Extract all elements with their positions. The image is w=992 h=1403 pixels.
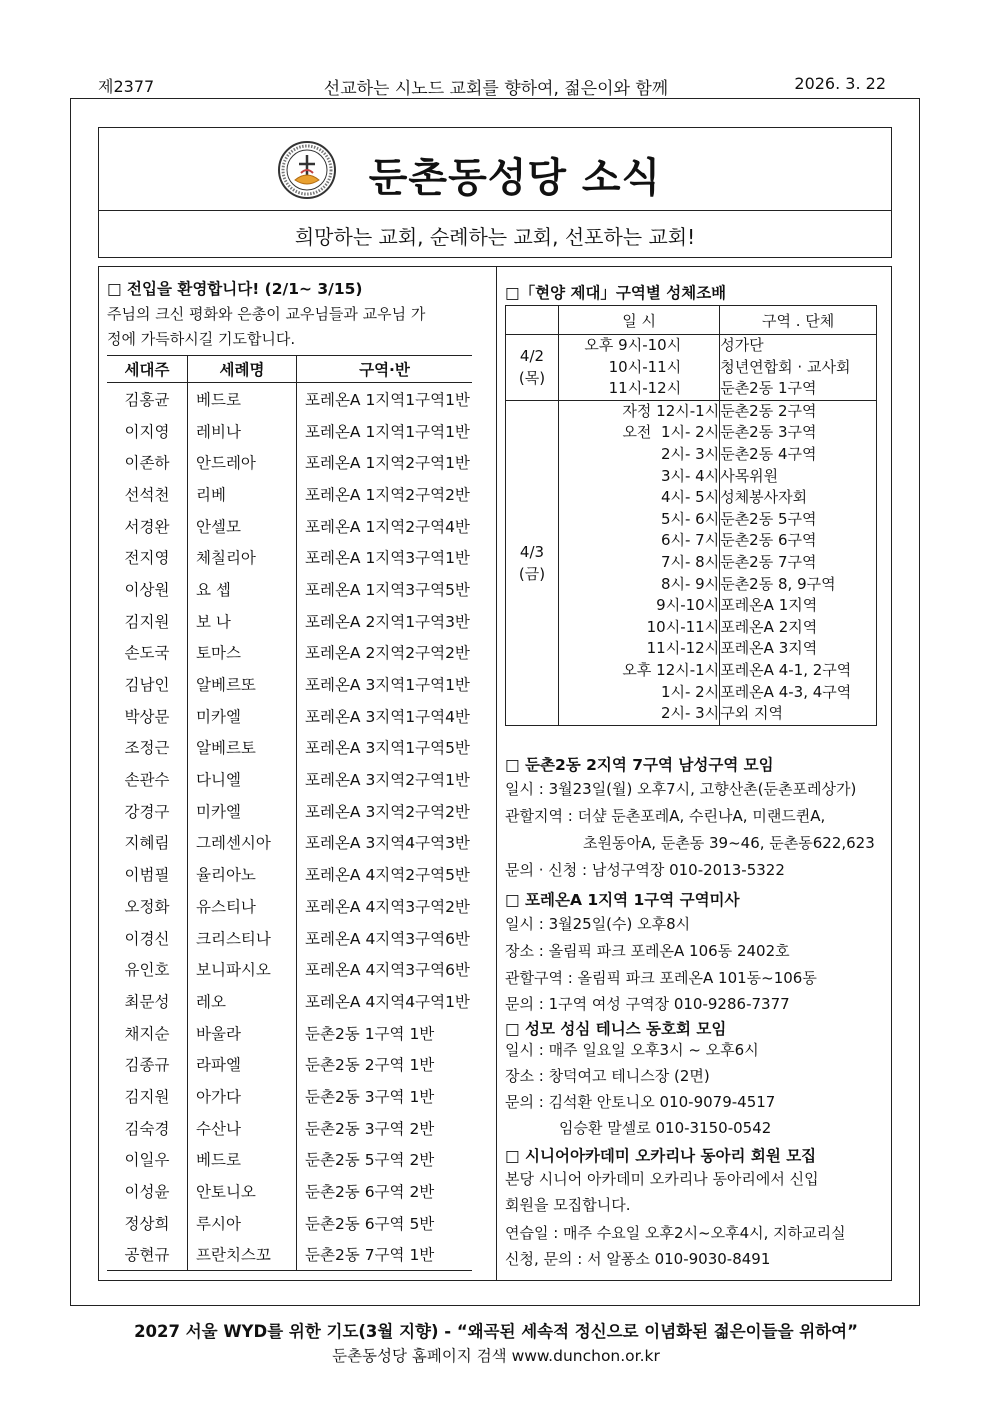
column-header-householder: 세대주 bbox=[107, 356, 188, 383]
table-row bbox=[107, 763, 472, 795]
table-row bbox=[107, 541, 472, 573]
table-row bbox=[107, 1017, 472, 1049]
table-row bbox=[107, 668, 472, 700]
zone-assignments: 둔촌2동 2구역 둔촌2동 3구역 둔촌2동 4구역 사목위원 성체봉사자회 둔촌2동 5구역 둔촌2동 6구역 둔촌2동 7구역 둔촌2동 8, 9구역 포레온A 1지역 포레온A 2지역 포레온A 3지역 포레온A 4-1, 2구역 포레온A 4-3, 4구역 구외 지역 bbox=[720, 400, 877, 725]
district-cell: 둔촌2동 2구역 1반 bbox=[305, 1056, 435, 1075]
table-row bbox=[107, 985, 472, 1017]
district-cell: 포레온A 4지역2구역5반 bbox=[305, 866, 470, 885]
district-cell: 둔촌2동 6구역 2반 bbox=[305, 1183, 435, 1202]
baptismal-name-cell: 레오 bbox=[188, 985, 297, 1017]
district-cell: 둔촌2동 5구역 2반 bbox=[305, 1151, 435, 1170]
table-row bbox=[107, 922, 472, 954]
district-cell: 둔촌2동 1구역 1반 bbox=[305, 1024, 435, 1043]
baptismal-name-cell: 아가다 bbox=[188, 1080, 297, 1112]
table-row bbox=[506, 335, 877, 401]
men-meeting-line: 일시 : 3월23일(월) 오후7시, 고향산촌(둔촌포레상가) bbox=[505, 780, 857, 798]
baptismal-name-cell: 미카엘 bbox=[188, 700, 297, 732]
table-row bbox=[107, 573, 472, 605]
householder-cell: 강경구 bbox=[107, 795, 188, 827]
masthead-title-row bbox=[99, 128, 891, 211]
ocarina-line: 연습일 : 매주 수요일 오후2시~오후4시, 지하교리실 bbox=[505, 1224, 846, 1242]
column-header-blank bbox=[506, 306, 559, 335]
day-cell bbox=[506, 400, 559, 725]
householder-cell: 김종규 bbox=[107, 1048, 188, 1080]
baptismal-name-cell: 알베르또 bbox=[188, 668, 297, 700]
baptismal-name-cell: 프란치스꼬 bbox=[188, 1239, 297, 1271]
time-slots: 오후 9시-10시 10시-11시 11시-12시 bbox=[559, 335, 720, 401]
table-row bbox=[107, 446, 472, 478]
tennis-line: 일시 : 매주 일요일 오후3시 ~ 오후6시 bbox=[505, 1041, 759, 1059]
householder-cell: 이경신 bbox=[107, 922, 188, 954]
district-cell: 포레온A 3지역4구역3반 bbox=[305, 834, 470, 853]
table-row bbox=[107, 953, 472, 985]
baptismal-name-cell: 루시아 bbox=[188, 1207, 297, 1239]
new-members-table bbox=[107, 355, 472, 1271]
table-row bbox=[107, 415, 472, 447]
mass-line: 관할구역 : 올림픽 파크 포레온A 101동~106동 bbox=[505, 969, 817, 987]
baptismal-name-cell: 베드로 bbox=[188, 383, 297, 415]
mass-line: 일시 : 3월25일(수) 오후8시 bbox=[505, 915, 691, 933]
welcome-intro-line2: 정에 가득하시길 기도합니다. bbox=[107, 330, 296, 348]
district-cell: 포레온A 3지역2구역2반 bbox=[305, 802, 470, 821]
baptismal-name-cell: 알베르토 bbox=[188, 732, 297, 764]
table-row bbox=[107, 1080, 472, 1112]
column-header-baptismal-name: 세례명 bbox=[188, 356, 297, 383]
table-row bbox=[506, 400, 877, 725]
column-header-zone: 구역 . 단체 bbox=[720, 306, 877, 335]
footer-prayer: 2027 서울 WYD를 위한 기도(3월 지향) - “왜곡된 세속적 정신으로 이념화된 젊은이들을 위하여” bbox=[134, 1322, 858, 1341]
baptismal-name-cell: 토마스 bbox=[188, 637, 297, 669]
householder-cell: 전지영 bbox=[107, 541, 188, 573]
district-cell: 포레온A 1지역2구역1반 bbox=[305, 454, 470, 473]
table-row bbox=[107, 795, 472, 827]
table-row bbox=[107, 637, 472, 669]
district-cell: 포레온A 1지역3구역5반 bbox=[305, 580, 470, 599]
district-cell: 포레온A 4지역4구역1반 bbox=[305, 992, 470, 1011]
district-cell: 포레온A 1지역2구역2반 bbox=[305, 485, 470, 504]
baptismal-name-cell: 안드레아 bbox=[188, 446, 297, 478]
table-row bbox=[107, 383, 472, 415]
baptismal-name-cell: 유스티나 bbox=[188, 890, 297, 922]
adoration-schedule-table bbox=[505, 305, 877, 726]
tennis-line: 임승환 말셀로 010-3150-0542 bbox=[559, 1119, 772, 1137]
householder-cell: 지혜림 bbox=[107, 827, 188, 859]
right-column bbox=[497, 266, 892, 1281]
mass-heading: □ 포레온A 1지역 1구역 구역미사 bbox=[505, 891, 740, 909]
mass-line: 장소 : 올림픽 파크 포레온A 106동 2402호 bbox=[505, 942, 790, 960]
table-header-row bbox=[107, 356, 472, 383]
table-row bbox=[107, 605, 472, 637]
householder-cell: 김남인 bbox=[107, 668, 188, 700]
footer-homepage: 둔촌동성당 홈페이지 검색 www.dunchon.or.kr bbox=[332, 1347, 660, 1365]
day-weekday: (목) bbox=[518, 369, 546, 388]
table-row bbox=[107, 1112, 472, 1144]
householder-cell: 이범필 bbox=[107, 858, 188, 890]
district-cell: 포레온A 1지역2구역4반 bbox=[305, 517, 470, 536]
welcome-intro-line1: 주님의 크신 평화와 은총이 교우님들과 교우님 가 bbox=[107, 305, 426, 323]
table-row bbox=[107, 1144, 472, 1176]
tennis-heading: □ 성모 성심 테니스 동호회 모임 bbox=[505, 1020, 727, 1038]
baptismal-name-cell: 그레센시아 bbox=[188, 827, 297, 859]
day-cell bbox=[506, 335, 559, 401]
householder-cell: 오정화 bbox=[107, 890, 188, 922]
baptismal-name-cell: 요 셉 bbox=[188, 573, 297, 605]
masthead bbox=[98, 127, 892, 258]
householder-cell: 김지원 bbox=[107, 605, 188, 637]
header-motto: 선교하는 시노드 교회를 향하여, 젊은이와 함께 bbox=[323, 79, 669, 99]
table-row bbox=[107, 827, 472, 859]
table-row bbox=[107, 732, 472, 764]
householder-cell: 유인호 bbox=[107, 953, 188, 985]
column-header-district: 구역·반 bbox=[297, 356, 473, 383]
issue-number: 제2377 bbox=[98, 77, 155, 96]
district-cell: 둔촌2동 3구역 1반 bbox=[305, 1087, 435, 1106]
district-cell: 둔촌2동 3구역 2반 bbox=[305, 1119, 435, 1138]
welcome-section bbox=[98, 266, 497, 1281]
table-row bbox=[107, 890, 472, 922]
mass-line: 문의 : 1구역 여성 구역장 010-9286-7377 bbox=[505, 995, 790, 1013]
district-cell: 포레온A 4지역3구역6반 bbox=[305, 929, 470, 948]
householder-cell: 손도국 bbox=[107, 637, 188, 669]
baptismal-name-cell: 베드로 bbox=[188, 1144, 297, 1176]
district-cell: 포레온A 3지역1구역1반 bbox=[305, 676, 470, 695]
tennis-line: 문의 : 김석환 안토니오 010-9079-4517 bbox=[505, 1093, 776, 1111]
householder-cell: 김홍균 bbox=[107, 383, 188, 415]
district-cell: 포레온A 4지역3구역6반 bbox=[305, 961, 470, 980]
table-row bbox=[107, 858, 472, 890]
table-row bbox=[107, 1175, 472, 1207]
district-cell: 둔촌2동 6구역 5반 bbox=[305, 1214, 435, 1233]
district-cell: 포레온A 1지역1구역1반 bbox=[305, 422, 470, 441]
householder-cell: 이성윤 bbox=[107, 1175, 188, 1207]
table-row bbox=[107, 700, 472, 732]
householder-cell: 이존하 bbox=[107, 446, 188, 478]
district-cell: 둔촌2동 7구역 1반 bbox=[297, 1239, 473, 1271]
baptismal-name-cell: 안셀모 bbox=[188, 510, 297, 542]
newsletter-subtitle: 희망하는 교회, 순례하는 교회, 선포하는 교회! bbox=[294, 225, 696, 249]
district-cell: 포레온A 4지역3구역2반 bbox=[305, 897, 470, 916]
district-cell: 포레온A 3지역2구역1반 bbox=[305, 771, 470, 790]
householder-cell: 조정근 bbox=[107, 732, 188, 764]
ocarina-line: 회원을 모집합니다. bbox=[505, 1196, 631, 1214]
time-slots: 자정 12시-1시 오전 1시- 2시 2시- 3시 3시- 4시 4시- 5시 5시- 6시 6시- 7시 7시- 8시 8시- 9시 9시-10시 10시-11시 11시-12시 오후 12시-1시 1시- 2시 2시- 3시 bbox=[559, 400, 720, 725]
householder-cell: 손관수 bbox=[107, 763, 188, 795]
baptismal-name-cell: 미카엘 bbox=[188, 795, 297, 827]
table-row bbox=[107, 1048, 472, 1080]
tennis-line: 장소 : 창덕여고 테니스장 (2면) bbox=[505, 1067, 710, 1085]
householder-cell: 이일우 bbox=[107, 1144, 188, 1176]
householder-cell: 최문성 bbox=[107, 985, 188, 1017]
district-cell: 포레온A 3지역1구역5반 bbox=[305, 739, 470, 758]
householder-cell: 이상원 bbox=[107, 573, 188, 605]
district-cell: 포레온A 1지역1구역1반 bbox=[305, 390, 470, 409]
ocarina-line: 본당 시니어 아카데미 오카리나 동아리에서 신입 bbox=[505, 1170, 819, 1188]
welcome-heading: □ 전입을 환영합니다! (2/1~ 3/15) bbox=[107, 280, 363, 298]
baptismal-name-cell: 레비나 bbox=[188, 415, 297, 447]
men-meeting-line: 초원동아A, 둔촌동 39~46, 둔촌동622,623 bbox=[583, 834, 875, 852]
baptismal-name-cell: 안토니오 bbox=[188, 1175, 297, 1207]
table-row bbox=[107, 1207, 472, 1239]
householder-cell: 채지순 bbox=[107, 1017, 188, 1049]
adoration-heading: □「현양 제대」구역별 성체조배 bbox=[505, 284, 727, 302]
householder-cell: 이지영 bbox=[107, 415, 188, 447]
baptismal-name-cell: 보니파시오 bbox=[188, 953, 297, 985]
baptismal-name-cell: 바울라 bbox=[188, 1017, 297, 1049]
district-cell: 포레온A 2지역1구역3반 bbox=[305, 612, 470, 631]
householder-cell: 공현규 bbox=[107, 1239, 188, 1271]
householder-cell: 선석천 bbox=[107, 478, 188, 510]
column-header-time: 일 시 bbox=[559, 306, 720, 335]
baptismal-name-cell: 수산나 bbox=[188, 1112, 297, 1144]
ocarina-line: 신청, 문의 : 서 알퐁소 010-9030-8491 bbox=[505, 1250, 771, 1268]
zone-assignments: 성가단 청년연합회 · 교사회 둔촌2동 1구역 bbox=[720, 335, 877, 401]
householder-cell: 서경완 bbox=[107, 510, 188, 542]
newsletter-title: 둔촌동성당 소식 bbox=[368, 155, 662, 201]
table-row bbox=[107, 478, 472, 510]
issue-date: 2026. 3. 22 bbox=[794, 74, 886, 93]
district-cell: 포레온A 3지역1구역4반 bbox=[305, 707, 470, 726]
day-date: 4/2 bbox=[519, 347, 545, 366]
table-header-row bbox=[506, 306, 877, 335]
men-meeting-line: 문의 · 신청 : 남성구역장 010-2013-5322 bbox=[505, 861, 785, 879]
baptismal-name-cell: 율리아노 bbox=[188, 858, 297, 890]
baptismal-name-cell: 보 나 bbox=[188, 605, 297, 637]
householder-cell: 김숙경 bbox=[107, 1112, 188, 1144]
householder-cell: 정상희 bbox=[107, 1207, 188, 1239]
baptismal-name-cell: 체칠리아 bbox=[188, 541, 297, 573]
baptismal-name-cell: 리베 bbox=[188, 478, 297, 510]
day-date: 4/3 bbox=[519, 542, 545, 561]
day-weekday: (금) bbox=[518, 564, 546, 583]
householder-cell: 김지원 bbox=[107, 1080, 188, 1112]
baptismal-name-cell: 라파엘 bbox=[188, 1048, 297, 1080]
men-meeting-line: 관할지역 : 더샾 둔촌포레A, 수린나A, 미랜드퀸A, bbox=[505, 807, 826, 825]
baptismal-name-cell: 크리스티나 bbox=[188, 922, 297, 954]
householder-cell: 박상문 bbox=[107, 700, 188, 732]
men-meeting-heading: □ 둔촌2동 2지역 7구역 남성구역 모임 bbox=[505, 756, 774, 774]
table-row bbox=[107, 1239, 472, 1271]
district-cell: 포레온A 1지역3구역1반 bbox=[305, 549, 470, 568]
baptismal-name-cell: 다니엘 bbox=[188, 763, 297, 795]
district-cell: 포레온A 2지역2구역2반 bbox=[305, 644, 470, 663]
table-row bbox=[107, 510, 472, 542]
ocarina-heading: □ 시니어아카데미 오카리나 동아리 회원 모집 bbox=[505, 1147, 817, 1165]
